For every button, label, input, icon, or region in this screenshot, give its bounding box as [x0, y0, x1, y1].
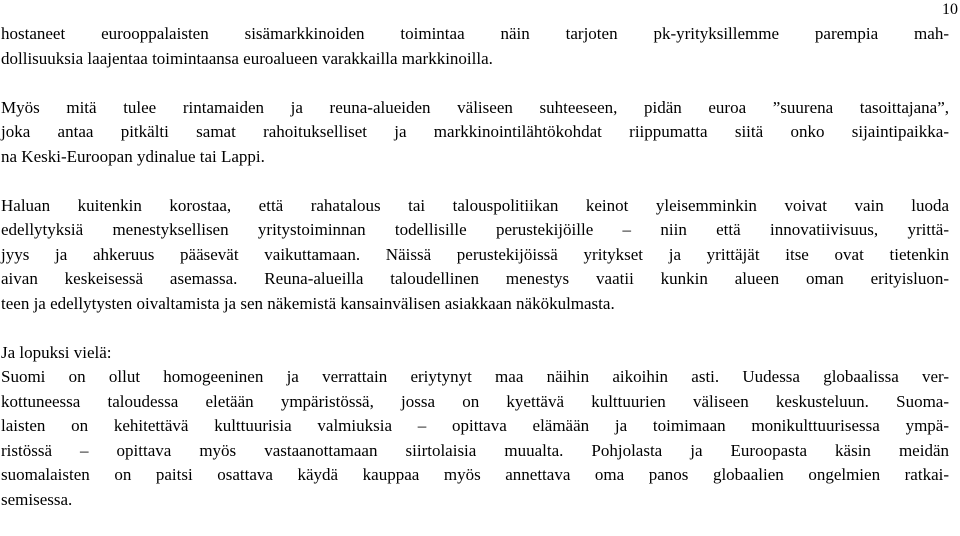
paragraph-3	[1, 194, 949, 317]
text-line: dollisuuksia laajentaa toimintaansa euroalueen varakkailla markkinoilla.	[1, 48, 493, 68]
paragraph-gap	[1, 169, 949, 194]
text-line: Ja lopuksi vielä:	[1, 342, 112, 362]
paragraph-1	[1, 22, 949, 71]
text-line: joka antaa pitkälti samat rahoitukselliset ja markkinointilähtökohdat riippumatta siitä onko sijaintipaikka-	[1, 122, 949, 141]
text-line: Haluan kuitenkin korostaa, että rahatalous tai talouspolitiikan keinot yleisemminkin voivat vain luoda	[1, 195, 949, 215]
text-line: aivan keskeisessä asemassa. Reuna-alueilla taloudellinen menestys vaatii kunkin alueen oman erityisluon-	[1, 269, 949, 288]
text-line: kottuneessa taloudessa eletään ympäristössä, jossa on kyettävä kulttuurien väliseen keskusteluun. Suoma-	[1, 391, 949, 411]
document-body	[1, 22, 949, 512]
text-line: laisten on kehitettävä kulttuurisia valmiuksia – opittava elämään ja toimimaan monikulttuurisessa ympä-	[1, 416, 949, 435]
text-line: ristössä – opittava myös vastaanottamaan siirtolaisia muualta. Pohjolasta ja Euroopasta käsin meidän	[1, 440, 949, 460]
text-line: jyys ja ahkeruus pääsevät vaikuttamaan. Näissä perustekijöissä yritykset ja yrittäjät itse ovat tietenkin	[1, 244, 949, 264]
text-line: hostaneet eurooppalaisten sisämarkkinoiden toimintaa näin tarjoten pk-yrityksillemme parempia mah-	[1, 24, 949, 43]
paragraph-4	[1, 341, 949, 513]
page-number: 10	[942, 1, 958, 18]
text-line: Suomi on ollut homogeeninen ja verrattain eriytynyt maa näihin aikoihin asti. Uudessa globaalissa ver-	[1, 367, 949, 386]
text-line: teen ja edellytysten oivaltamista ja sen näkemistä kansainvälisen asiakkaan näkökulmasta.	[1, 293, 615, 313]
paragraph-gap	[1, 71, 949, 96]
paragraph-2	[1, 96, 949, 170]
text-line: semisessa.	[1, 489, 73, 509]
paragraph-gap	[1, 316, 949, 341]
text-line: na Keski-Euroopan ydinalue tai Lappi.	[1, 146, 265, 166]
text-line: Myös mitä tulee rintamaiden ja reuna-alueiden väliseen suhteeseen, pidän euroa ”suurena tasoittajana”,	[1, 97, 949, 117]
text-line: suomalaisten on paitsi osattava käydä kauppaa myös annettava oma panos globaalien ongelmien ratkai-	[1, 465, 949, 484]
text-line: edellytyksiä menestyksellisen yritystoiminnan todellisille perustekijöille – niin että innovatiivisuus, yrittä-	[1, 220, 949, 239]
